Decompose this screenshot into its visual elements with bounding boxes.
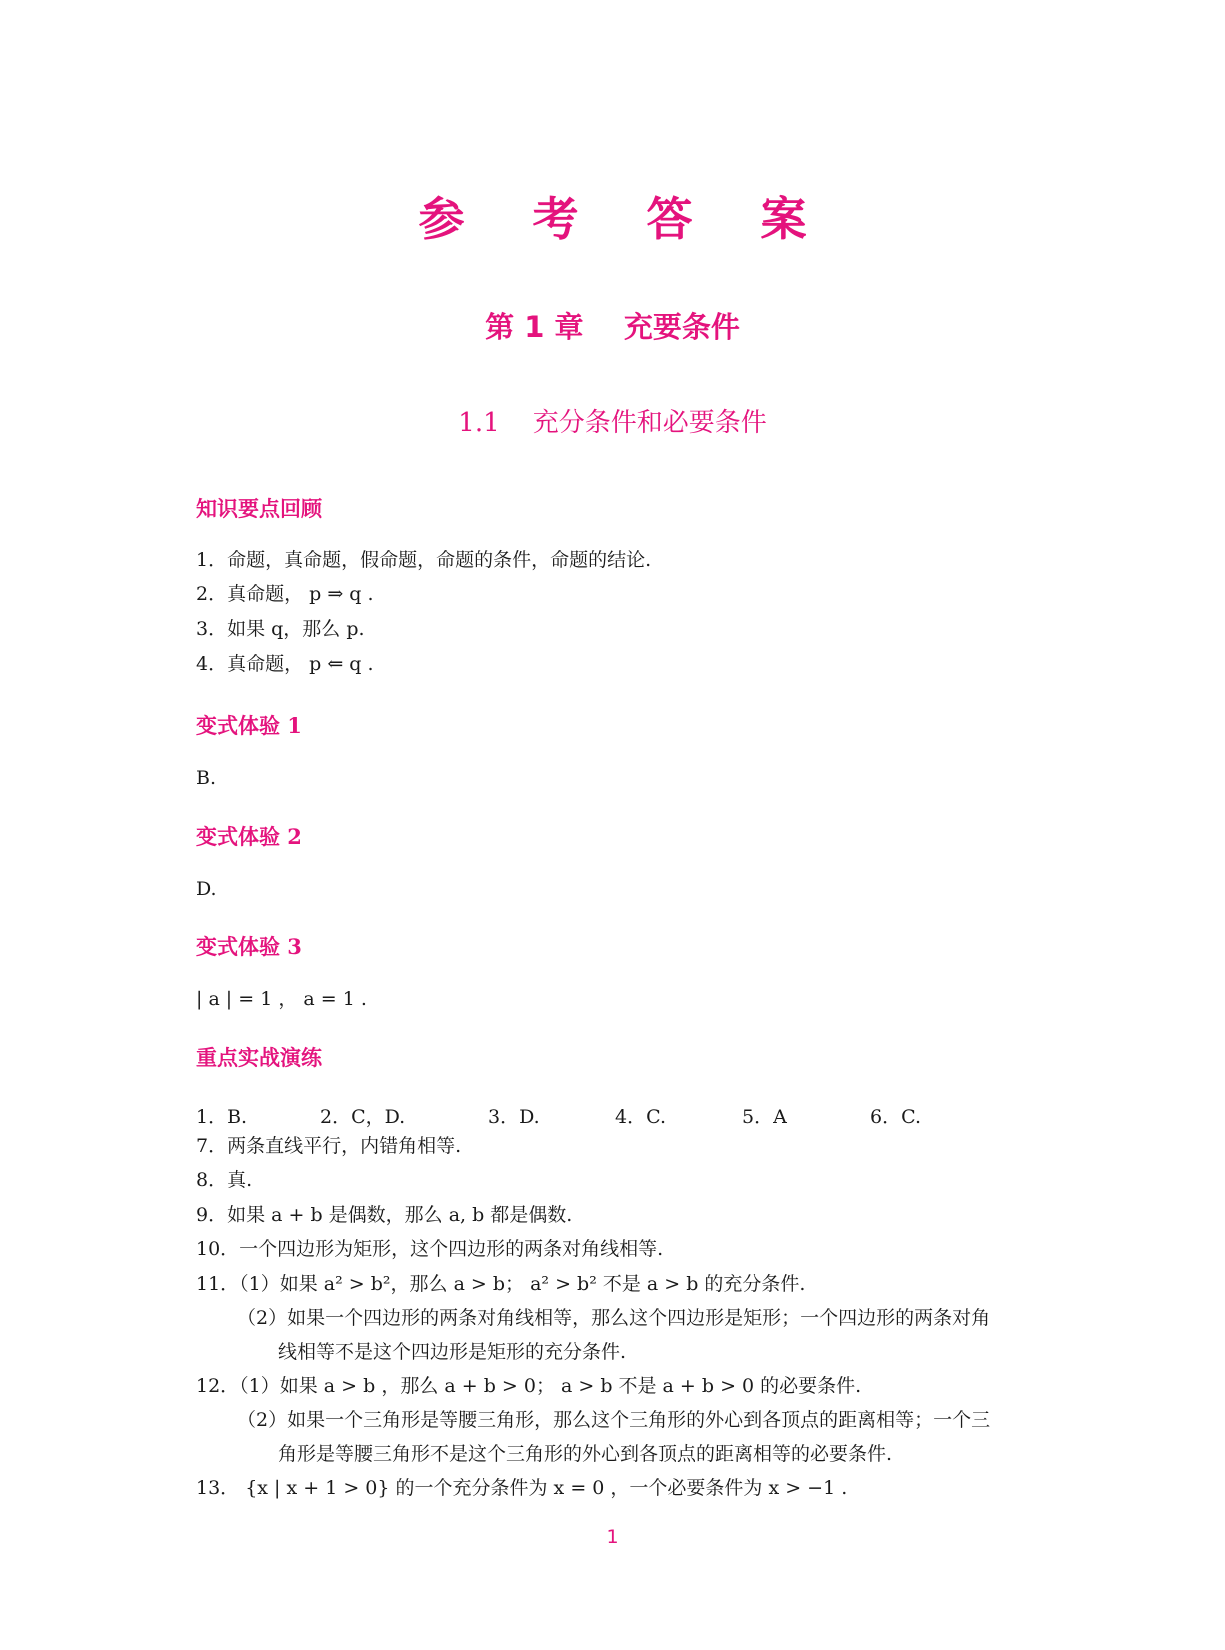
page-title: 参 考 答 案 [418,192,833,246]
practice-heading: 重点实战演练 [196,1045,322,1070]
practice-item-11-1: 11．（1）如果 a² > b²，那么 a > b； a² > b² 不是 a > b 的充分条件. [196,1273,806,1295]
page-number: 1 [606,1526,619,1548]
practice-item-10: 10．一个四边形为矩形，这个四边形的两条对角线相等. [196,1238,664,1260]
section-title: 1.1 充分条件和必要条件 [458,408,767,438]
variant3-heading: 变式体验 3 [196,934,302,959]
practice-item-9: 9．如果 a + b 是偶数，那么 a, b 都是偶数. [196,1204,573,1226]
chapter-title: 第 1 章 充要条件 [485,310,740,344]
practice-item-11-2-cont: 线相等不是这个四边形是矩形的充分条件. [278,1341,627,1363]
choice-answer-4: 4．C. [615,1106,666,1128]
practice-item-7: 7．两条直线平行，内错角相等. [196,1135,462,1157]
variant2-answer: D. [196,878,217,900]
practice-item-8: 8．真. [196,1169,253,1191]
review-heading: 知识要点回顾 [196,496,322,521]
practice-item-12-1: 12．（1）如果 a > b ，那么 a + b > 0； a > b 不是 a + b > 0 的必要条件. [196,1375,862,1397]
variant1-heading: 变式体验 1 [196,713,302,738]
review-item-1: 1．命题，真命题，假命题，命题的条件，命题的结论. [196,549,652,571]
practice-item-13: 13． {x | x + 1 > 0} 的一个充分条件为 x = 0 ，一个必要条件为 x > −1 . [196,1477,848,1499]
choice-answer-2: 2．C，D. [320,1106,406,1128]
practice-item-11-2: （2）如果一个四边形的两条对角线相等，那么这个四边形是矩形；一个四边形的两条对角 [237,1307,991,1329]
variant1-answer: B. [196,767,217,789]
review-item-3: 3．如果 q，那么 p. [196,618,365,640]
practice-item-12-2: （2）如果一个三角形是等腰三角形，那么这个三角形的外心到各顶点的距离相等；一个三 [237,1409,991,1431]
choice-answer-1: 1．B. [196,1106,248,1128]
review-item-4: 4．真命题， p ⇐ q . [196,653,374,675]
choice-answer-5: 5．A [742,1106,787,1128]
variant2-heading: 变式体验 2 [196,824,302,849]
choice-answer-6: 6．C. [870,1106,921,1128]
practice-item-12-2-cont: 角形是等腰三角形不是这个三角形的外心到各顶点的距离相等的必要条件. [278,1443,893,1465]
choice-answer-3: 3．D. [488,1106,540,1128]
variant3-answer: | a | = 1 ， a = 1 . [196,988,367,1010]
review-item-2: 2．真命题， p ⇒ q . [196,583,374,605]
